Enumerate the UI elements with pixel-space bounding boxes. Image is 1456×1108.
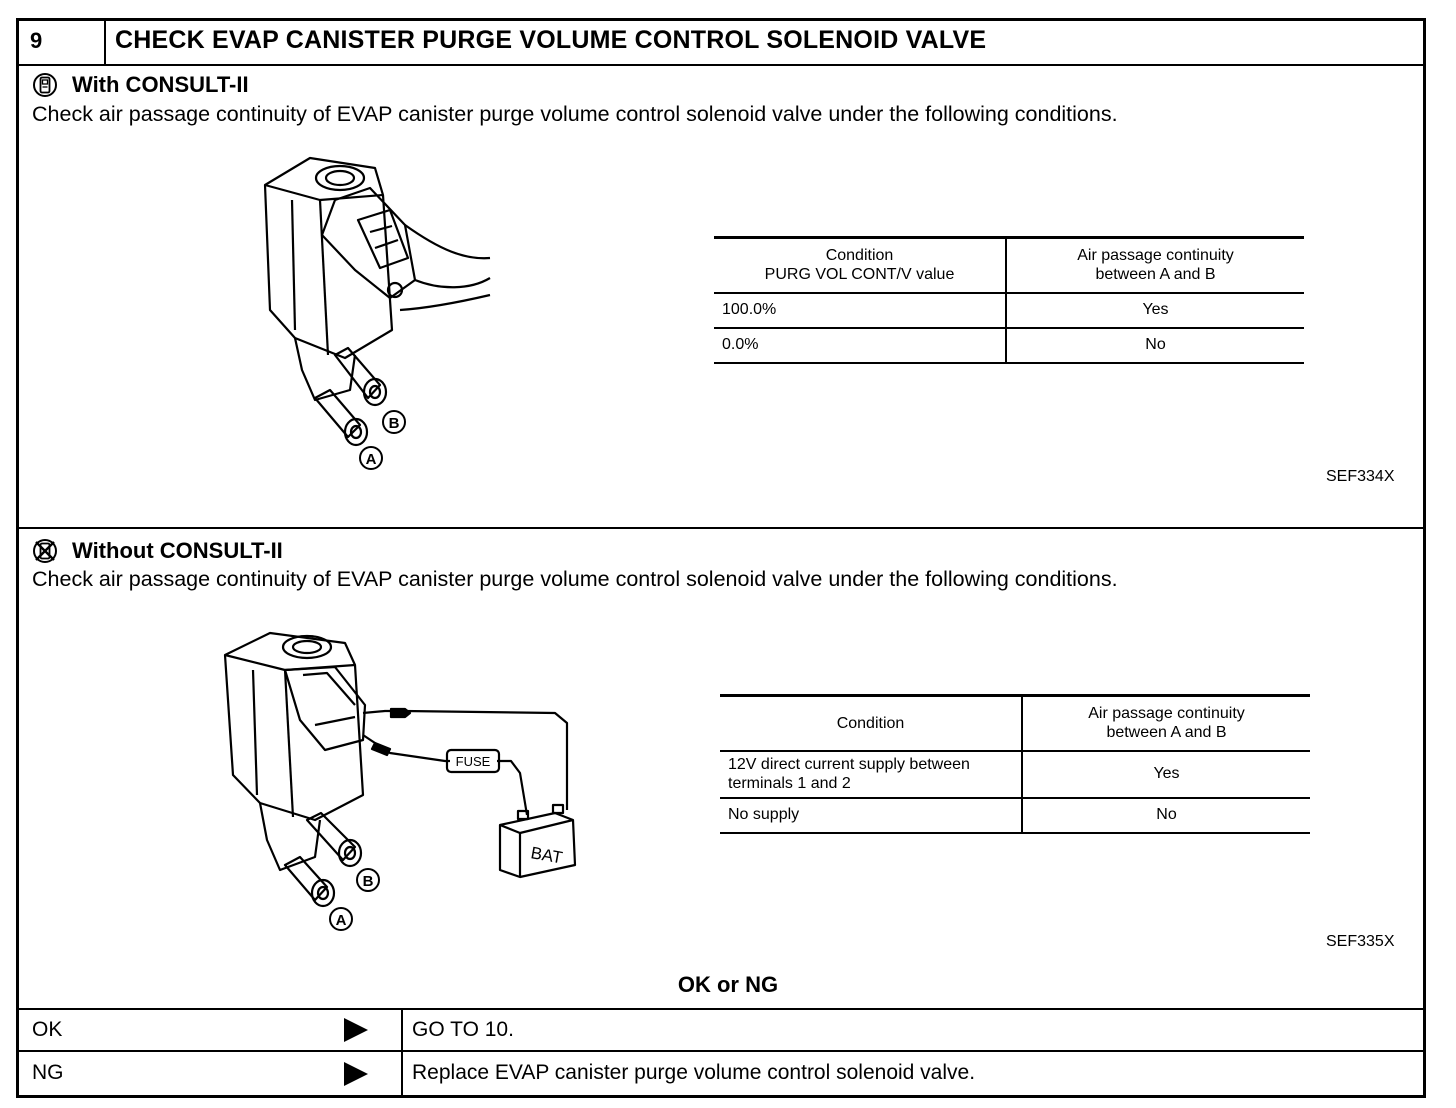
title-rule <box>16 64 1426 66</box>
port-b-label: B <box>362 873 374 890</box>
battery-label: BAT <box>529 843 564 868</box>
condition-cell: No supply <box>720 798 1022 833</box>
result-ok-label: OK <box>32 1018 63 1041</box>
consult-col-condition-header: Condition PURG VOL CONT/V value <box>714 238 1006 293</box>
with-consult-heading: With CONSULT-II <box>72 72 249 97</box>
step-number: 9 <box>30 28 43 53</box>
no-consult-col-continuity-header: Air passage continuity between A and B <box>1022 696 1310 751</box>
figure-ref-code: SEF334X <box>1326 468 1395 485</box>
result-ok-action: GO TO 10. <box>412 1018 514 1041</box>
port-b-label: B <box>388 415 400 432</box>
continuity-cell: No <box>1006 328 1304 363</box>
result-column-divider <box>401 1008 403 1098</box>
result-ng-arrow-icon <box>344 1062 368 1086</box>
without-consult-instruction: Check air passage continuity of EVAP canister purge volume control solenoid valve under the following conditions. <box>32 567 1118 591</box>
condition-cell: 100.0% <box>714 293 1006 328</box>
no-consult-condition-table <box>720 694 1310 834</box>
result-top-rule <box>16 1008 1426 1010</box>
consult-col-continuity-header: Air passage continuity between A and B <box>1006 238 1304 293</box>
solenoid-valve-figure <box>240 140 500 485</box>
condition-cell: 12V direct current supply between terminals 1 and 2 <box>720 751 1022 798</box>
figure-ref-code: SEF335X <box>1326 933 1395 950</box>
continuity-cell: Yes <box>1006 293 1304 328</box>
no-consult-icon <box>32 538 58 564</box>
consult-condition-table <box>714 236 1304 364</box>
result-ng-label: NG <box>32 1061 64 1084</box>
table-row <box>714 328 1304 363</box>
continuity-cell: No <box>1022 798 1310 833</box>
table-row <box>720 798 1310 833</box>
with-consult-instruction: Check air passage continuity of EVAP canister purge volume control solenoid valve under the following conditions. <box>32 102 1118 126</box>
table-row <box>714 293 1304 328</box>
result-ng-action: Replace EVAP canister purge volume control solenoid valve. <box>412 1061 976 1084</box>
section-divider <box>16 527 1426 529</box>
continuity-cell: Yes <box>1022 751 1310 798</box>
solenoid-battery-test-figure <box>215 625 585 935</box>
port-a-label: A <box>335 912 347 929</box>
condition-cell: 0.0% <box>714 328 1006 363</box>
step-title: CHECK EVAP CANISTER PURGE VOLUME CONTROL SOLENOID VALVE <box>115 26 987 54</box>
without-consult-heading: Without CONSULT-II <box>72 538 283 563</box>
step-number-divider <box>104 18 106 64</box>
no-consult-col-condition-header: Condition <box>720 696 1022 751</box>
result-heading: OK or NG <box>677 972 779 997</box>
result-ok-arrow-icon <box>344 1018 368 1042</box>
port-a-label: A <box>365 451 377 468</box>
fuse-label: FUSE <box>455 754 491 769</box>
table-row <box>720 751 1310 798</box>
result-mid-rule <box>16 1050 1426 1052</box>
consult-tool-icon <box>32 72 58 98</box>
